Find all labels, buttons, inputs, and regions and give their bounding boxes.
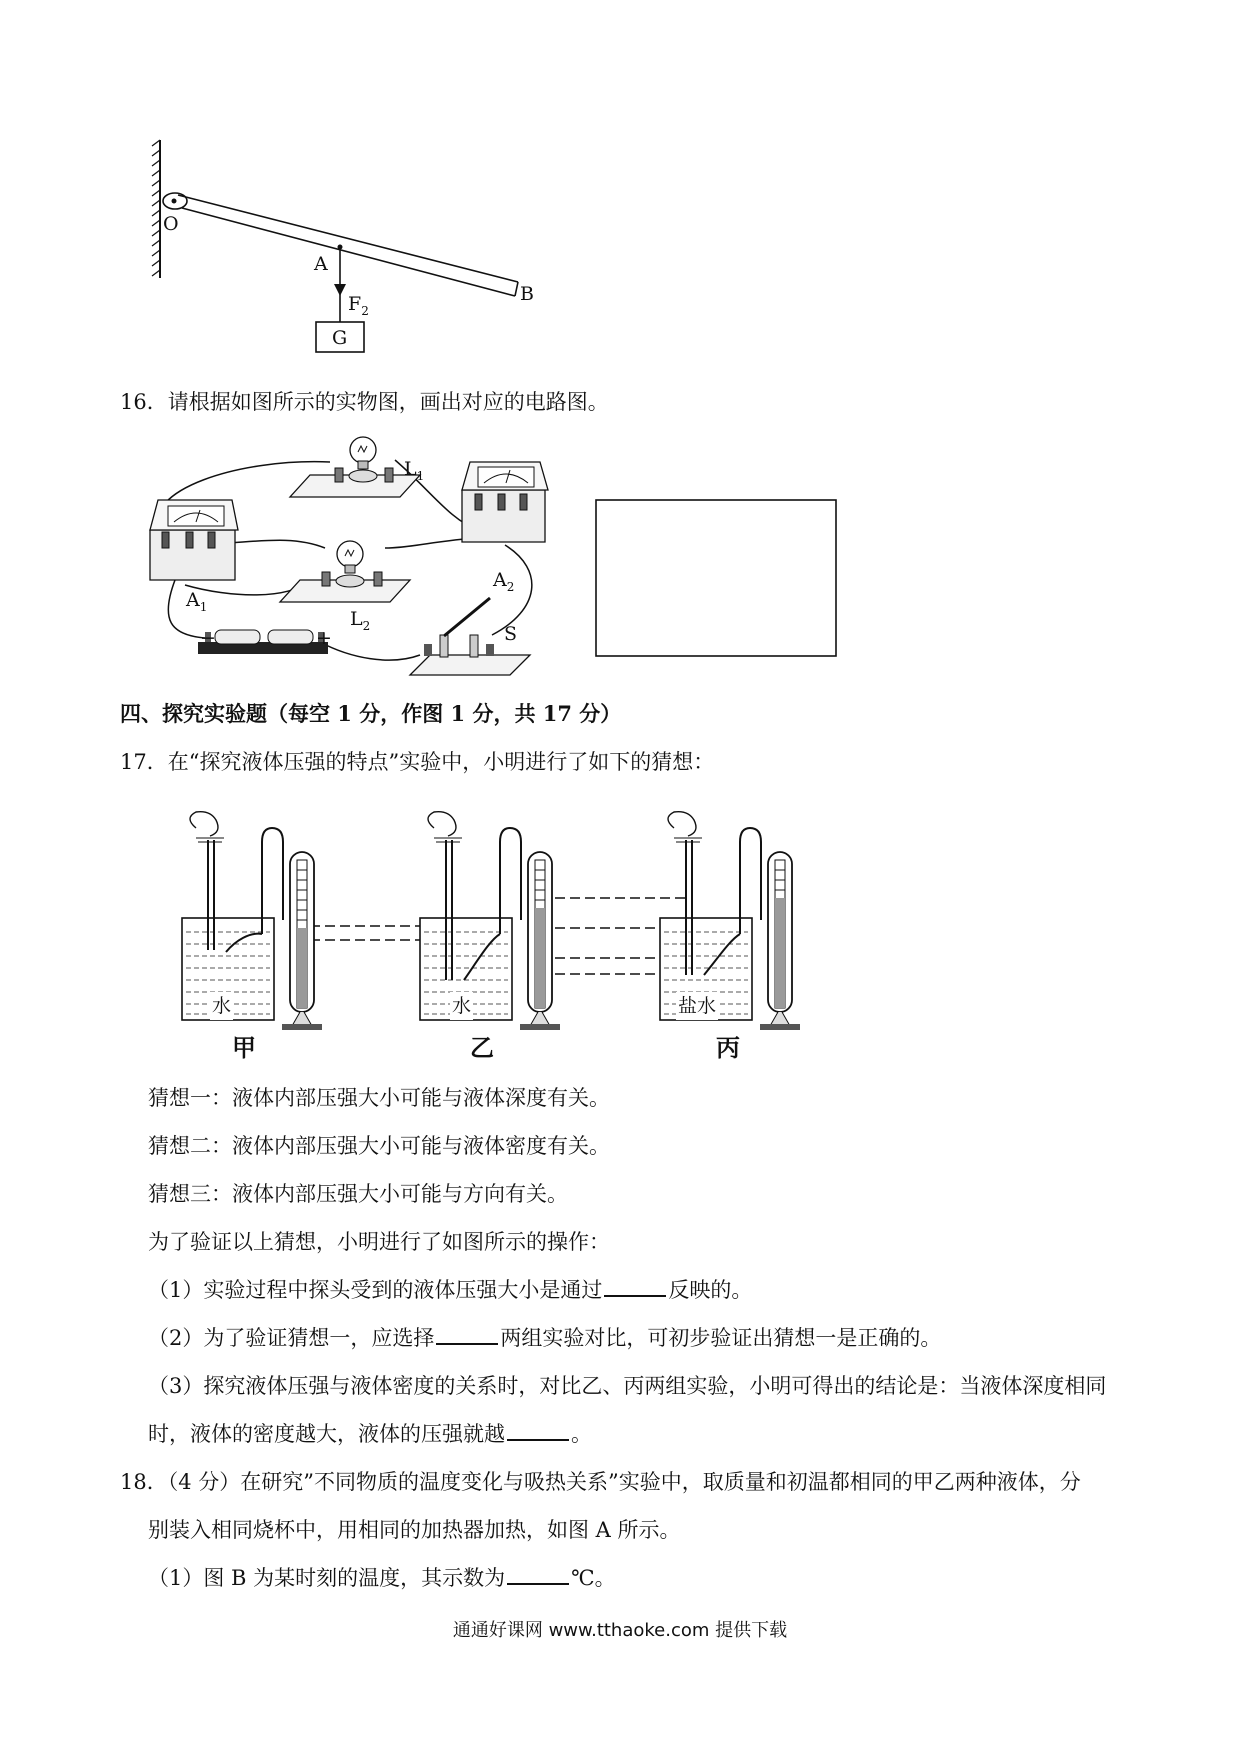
q17-guess3: 猜想三：液体内部压强大小可能与方向有关。	[148, 1182, 568, 1206]
ammeter-A2	[462, 462, 548, 542]
q17-part2: （2）为了验证猜想一，应选择 两组实验对比，可初步验证出猜想一是正确的。	[148, 1326, 942, 1350]
q17-intro: 在“探究液体压强的特点”实验中，小明进行了如下的猜想：	[167, 750, 715, 774]
label-L1: $L_1$	[404, 458, 425, 483]
lamp-L1	[290, 437, 420, 497]
setup-jia	[182, 812, 322, 1030]
q17-part3-line1: （3）探究液体压强与液体密度的关系时，对比乙、丙两组实验，小明可得出的结论是：当液体深度相同	[148, 1374, 1107, 1398]
lever-diagram	[0, 0, 1240, 380]
q18-part1: （1）图 B 为某时刻的温度，其示数为 ℃。	[148, 1566, 616, 1590]
setup-yi	[420, 812, 560, 1030]
answer-box	[596, 500, 836, 656]
section4-heading: 四、探究实验题（每空 1 分，作图 1 分，共 17 分）	[120, 701, 622, 726]
answer-blank-1[interactable]	[604, 1277, 666, 1297]
label-G: G	[332, 327, 348, 349]
answer-blank-2[interactable]	[436, 1325, 498, 1345]
label-A2: $A_2$	[493, 569, 515, 594]
q18-line1: 18．（4 分）在研究”不同物质的温度变化与吸热关系”实验中，取质量和初温都相同的甲乙两种液体，分	[120, 1470, 1081, 1494]
q17-stem	[120, 748, 714, 776]
q17-part1: （1）实验过程中探头受到的液体压强大小是通过 反映的。	[148, 1278, 753, 1302]
label-A1: $A_1$	[186, 589, 208, 614]
q18-line2: 别装入相同烧杯中，用相同的加热器加热，如图 A 所示。	[148, 1518, 681, 1542]
pressure-diagram	[0, 800, 1240, 1060]
q16-stem	[120, 388, 609, 416]
label-L2: $L_2$	[350, 608, 371, 633]
label-S: S	[504, 623, 518, 645]
q17-guess1: 猜想一：液体内部压强大小可能与液体深度有关。	[148, 1086, 610, 1110]
q18-number: 18．	[120, 1470, 168, 1494]
label-A: A	[314, 253, 328, 275]
fig-label-yi: 乙	[470, 1033, 494, 1062]
label-B: B	[520, 283, 534, 305]
battery	[198, 630, 328, 654]
battery-plus: +	[316, 627, 332, 649]
q17-guess2: 猜想二：液体内部压强大小可能与液体密度有关。	[148, 1134, 610, 1158]
label-O: O	[163, 213, 179, 235]
q17-part3-line2: 时，液体的密度越大，液体的压强就越 。	[148, 1422, 592, 1446]
liquid-label-yi: 水	[450, 992, 473, 1020]
answer-blank-3[interactable]	[507, 1421, 569, 1441]
fig-label-jia: 甲	[232, 1033, 256, 1062]
circuit-diagram	[0, 430, 1240, 690]
q16-number: 16．	[120, 390, 168, 414]
ammeter-A1	[150, 500, 238, 580]
q16-text: 请根据如图所示的实物图，画出对应的电路图。	[167, 390, 609, 414]
liquid-label-jia: 水	[210, 992, 233, 1020]
battery-minus: −	[200, 627, 216, 649]
liquid-label-bing: 盐水	[676, 992, 718, 1020]
lamp-L2	[280, 541, 410, 602]
footer-text: 通通好课网 www.tthaoke.com 提供下载	[452, 1620, 788, 1641]
label-F2: $F_2$	[348, 293, 369, 318]
fig-label-bing: 丙	[716, 1033, 740, 1062]
answer-blank-4[interactable]	[507, 1565, 569, 1585]
q17-number: 17．	[120, 750, 168, 774]
q17-verify: 为了验证以上猜想，小明进行了如图所示的操作：	[148, 1230, 610, 1254]
